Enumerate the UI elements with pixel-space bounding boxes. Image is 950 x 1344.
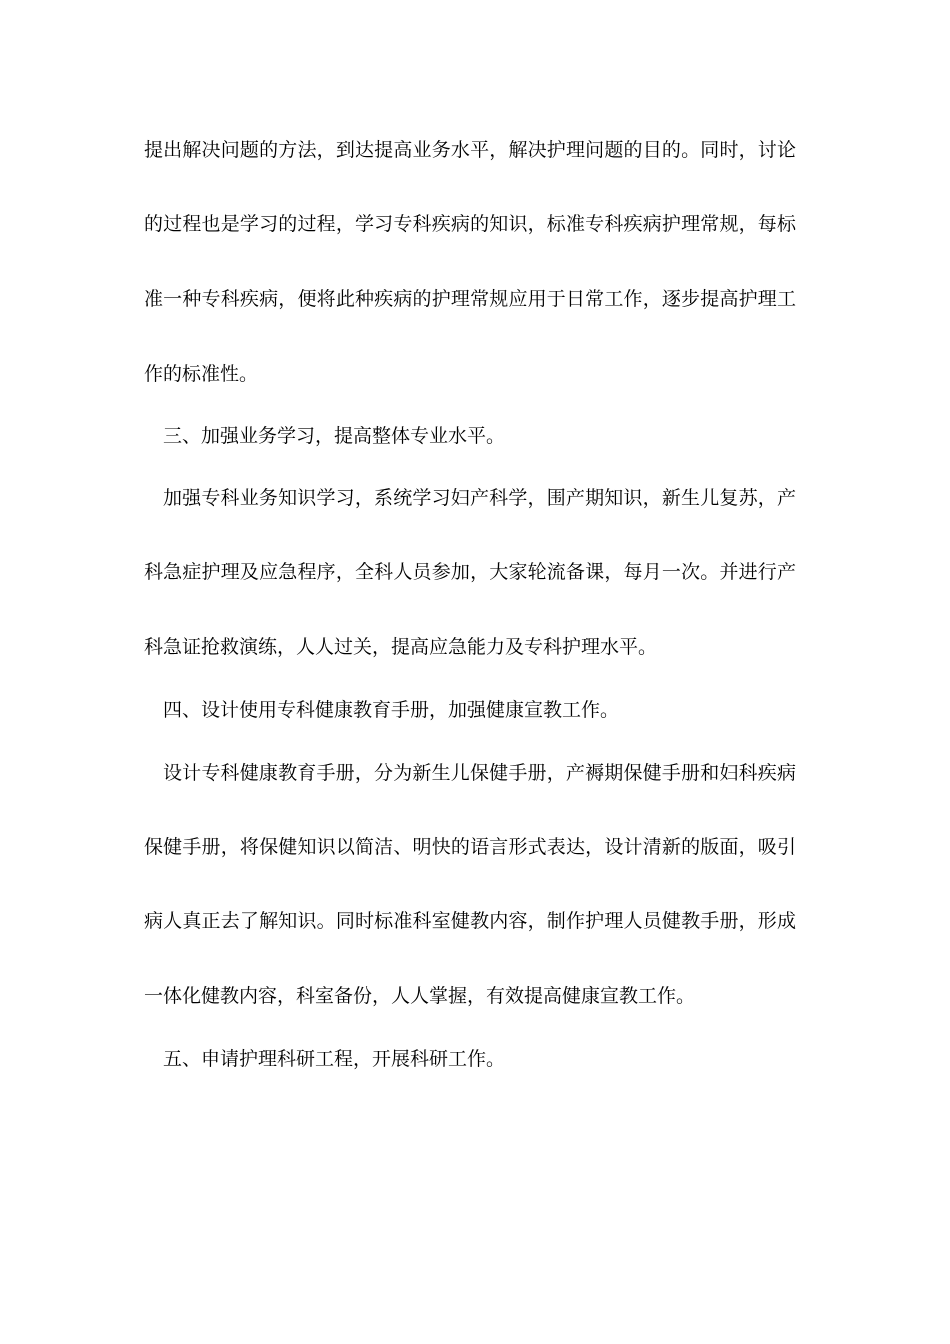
paragraph-line: 科急证抢救演练，人人过关，提高应急能力及专科护理水平。 [144,636,658,658]
paragraph-line: 病人真正去了解知识。同时标准科室健教内容，制作护理人员健教手册，形成 [144,910,796,932]
paragraph-line: 准一种专科疾病，便将此种疾病的护理常规应用于日常工作，逐步提高护理工 [144,288,796,310]
paragraph-line: 一体化健教内容，科室备份，人人掌握，有效提高健康宣教工作。 [144,985,696,1007]
section-heading: 三、加强业务学习，提高整体专业水平。 [163,425,506,447]
paragraph-line: 的过程也是学习的过程，学习专科疾病的知识，标准专科疾病护理常规，每标 [144,213,796,235]
paragraph-line: 作的标准性。 [144,363,259,385]
section-heading: 四、设计使用专科健康教育手册，加强健康宣教工作。 [163,699,620,721]
paragraph-line: 科急症护理及应急程序，全科人员参加，大家轮流备课，每月一次。并进行产 [144,561,796,583]
paragraph-line: 设计专科健康教育手册，分为新生儿保健手册，产褥期保健手册和妇科疾病 [163,762,796,784]
section-heading: 五、申请护理科研工程，开展科研工作。 [163,1048,506,1070]
paragraph-line: 提出解决问题的方法，到达提高业务水平，解决护理问题的目的。同时，讨论 [144,139,796,161]
paragraph-line: 保健手册，将保健知识以简洁、明快的语言形式表达，设计清新的版面，吸引 [144,836,796,858]
paragraph-line: 加强专科业务知识学习，系统学习妇产科学，围产期知识，新生儿复苏，产 [163,487,796,509]
